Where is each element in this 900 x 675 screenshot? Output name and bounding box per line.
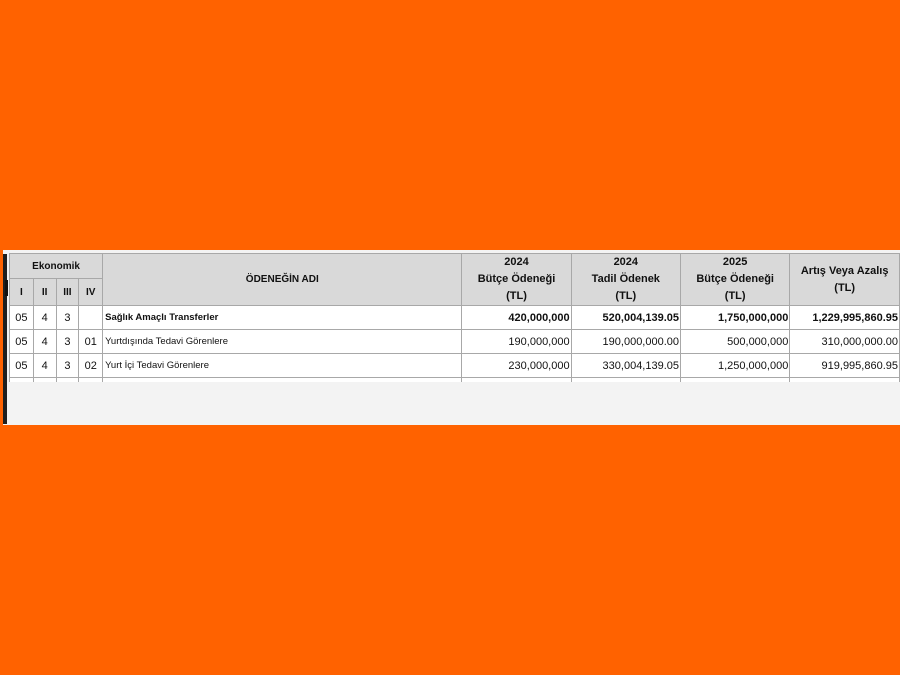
change-amount: 310,000,000.00 bbox=[790, 330, 900, 354]
code-iv bbox=[79, 306, 103, 330]
revised-2024: 190,000,000.00 bbox=[571, 330, 680, 354]
budget-table-sheet bbox=[3, 250, 900, 425]
code-iii: 3 bbox=[56, 354, 79, 378]
code-i: 05 bbox=[10, 354, 34, 378]
revised-2024: 520,004,139.05 bbox=[571, 306, 680, 330]
header-2025-budget-label: Bütçe Ödeneği bbox=[696, 273, 774, 285]
budget-2025: 1,750,000,000 bbox=[681, 306, 790, 330]
code-ii: 4 bbox=[33, 306, 56, 330]
level-header-iv: IV bbox=[79, 279, 103, 306]
economic-header: Ekonomik bbox=[10, 254, 103, 279]
header-2024-budget-label: Bütçe Ödeneği bbox=[477, 273, 556, 285]
budget-2024: 190,000,000 bbox=[462, 330, 571, 354]
header-2024-budget-unit: (TL) bbox=[506, 290, 527, 302]
budget-2025: 500,000,000 bbox=[681, 330, 790, 354]
header-change-label: Artış Veya Azalış bbox=[800, 264, 889, 277]
code-iii: 3 bbox=[56, 330, 79, 354]
code-i: 05 bbox=[10, 330, 34, 354]
code-ii: 4 bbox=[33, 354, 56, 378]
revised-2024: 330,004,139.05 bbox=[571, 354, 680, 378]
header-2024-budget bbox=[462, 254, 571, 306]
table-row bbox=[10, 306, 900, 330]
header-2024-revised-unit: (TL) bbox=[615, 290, 637, 302]
budget-2025: 1,250,000,000 bbox=[681, 354, 790, 378]
change-amount: 919,995,860.95 bbox=[790, 354, 900, 378]
budget-2024: 230,000,000 bbox=[462, 354, 571, 378]
table-row bbox=[10, 330, 900, 354]
header-2024-revised-label: Tadil Ödenek bbox=[591, 273, 660, 285]
header-2024-revised bbox=[571, 254, 680, 306]
appropriation-name: Yurtdışında Tedavi Görenlere bbox=[103, 330, 462, 354]
table-row-stub bbox=[10, 378, 900, 383]
level-header-i: I bbox=[10, 279, 34, 306]
header-2025-budget-unit: (TL) bbox=[724, 290, 746, 302]
budget-table bbox=[9, 253, 900, 382]
budget-2024: 420,000,000 bbox=[462, 306, 571, 330]
level-header-ii: II bbox=[33, 279, 56, 306]
header-change-unit: (TL) bbox=[834, 281, 856, 294]
appropriation-name: Sağlık Amaçlı Transferler bbox=[103, 306, 462, 330]
table-row bbox=[10, 354, 900, 378]
header-2024-budget-year: 2024 bbox=[504, 256, 529, 268]
left-edge-notch bbox=[5, 280, 8, 296]
code-i: 05 bbox=[10, 306, 34, 330]
appropriation-name: Yurt İçi Tedavi Görenlere bbox=[103, 354, 462, 378]
header-2025-budget bbox=[681, 254, 790, 306]
code-iii: 3 bbox=[56, 306, 79, 330]
header-2024-revised-year: 2024 bbox=[613, 256, 639, 268]
code-iv: 02 bbox=[79, 354, 103, 378]
level-header-iii: III bbox=[56, 279, 79, 306]
appropriation-name-header: ÖDENEĞİN ADI bbox=[103, 254, 462, 306]
header-change bbox=[790, 254, 900, 306]
code-iv: 01 bbox=[79, 330, 103, 354]
code-ii: 4 bbox=[33, 330, 56, 354]
change-amount: 1,229,995,860.95 bbox=[790, 306, 900, 330]
header-2025-budget-year: 2025 bbox=[722, 256, 748, 268]
